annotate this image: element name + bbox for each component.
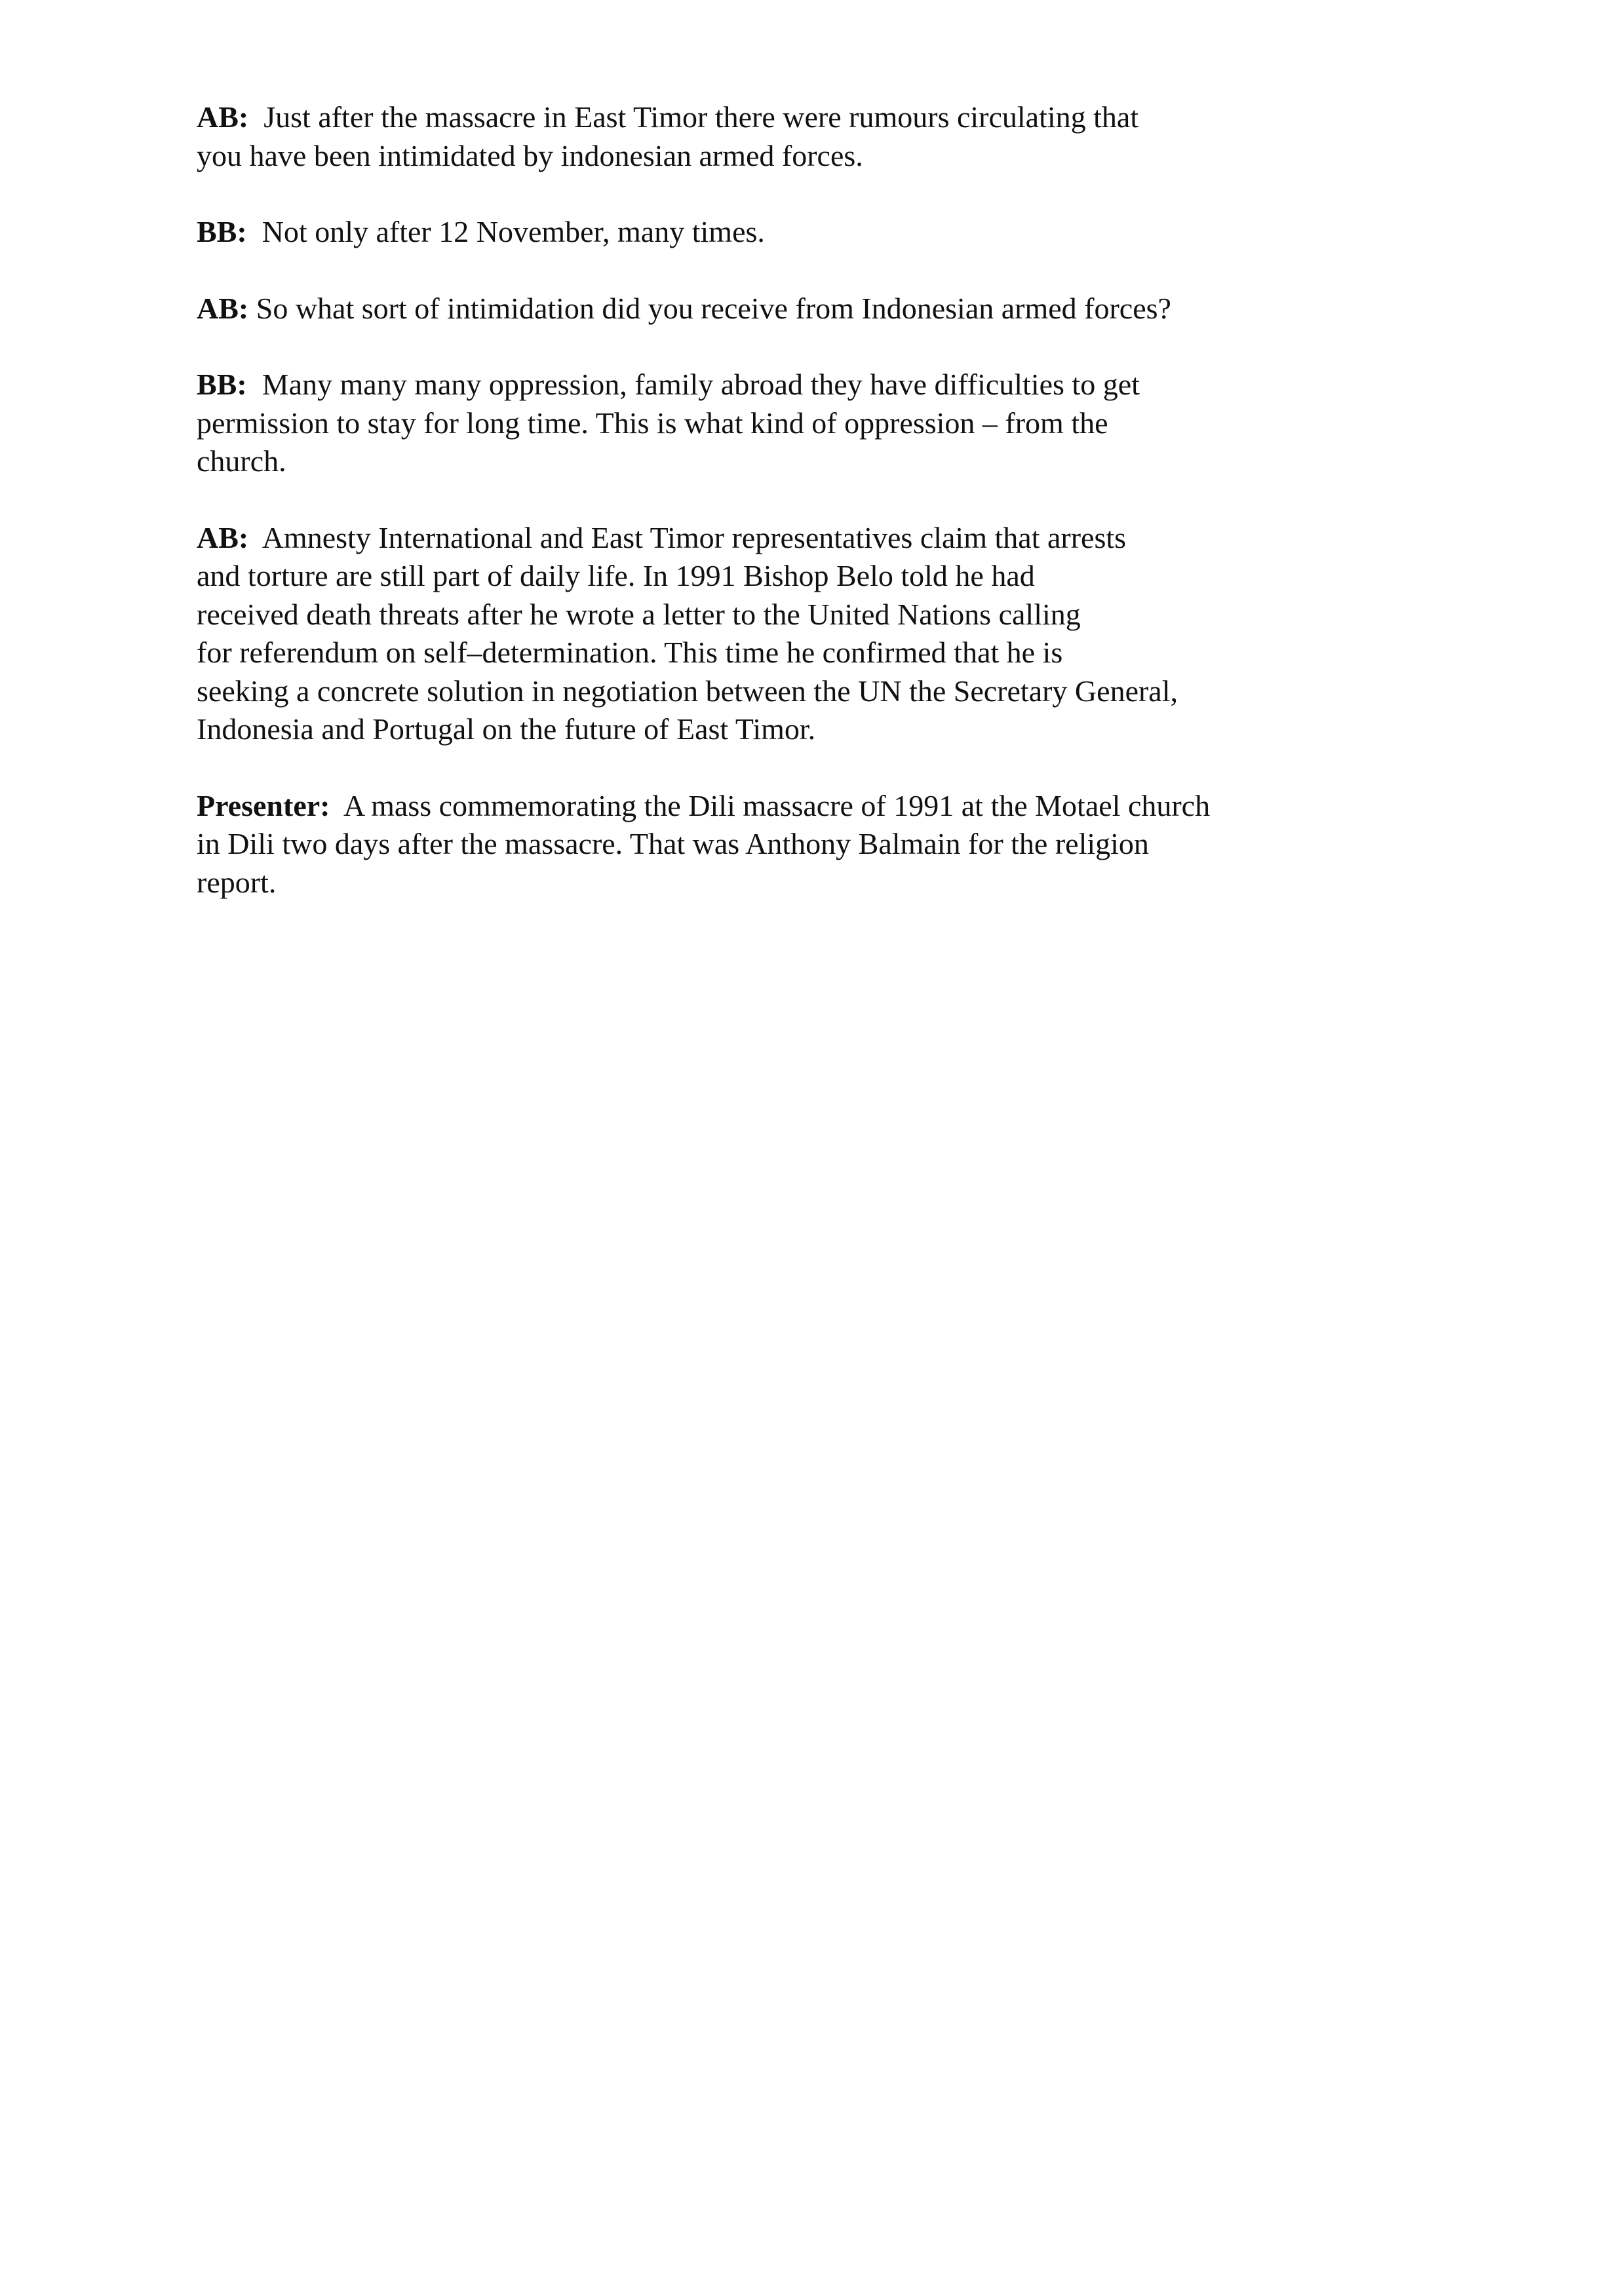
speaker-label: AB: <box>197 520 249 554</box>
speech-text: Not only after 12 November, many times. <box>262 215 765 248</box>
transcript-paragraph-5 <box>197 519 1442 749</box>
speech-text: Amnesty International and East Timor representatives claim that arrests and torture are still part of daily life. In 1991 Bishop Belo told he had received death threats after he wrote a letter to the United Nations calling for referendum on self–determination. This time he confirmed that he is seeking a concrete solution in negotiation between the UN the Secretary General, Indonesia and Portugal on the future of East Timor. <box>197 520 1178 746</box>
speech-text: Just after the massacre in East Timor there were rumours circulating that you have been intimidated by indonesian armed forces. <box>197 100 1139 172</box>
speaker-label: BB: <box>197 368 247 401</box>
speech-text: So what sort of intimidation did you receive from Indonesian armed forces? <box>256 291 1171 325</box>
speaker-label: BB: <box>197 215 247 248</box>
transcript-paragraph-1 <box>197 98 1442 175</box>
transcript <box>197 98 1442 902</box>
speaker-label: AB: <box>197 100 249 134</box>
transcript-paragraph-6 <box>197 787 1442 902</box>
speaker-label: Presenter: <box>197 788 330 822</box>
transcript-paragraph-4 <box>197 366 1442 481</box>
speaker-label: AB: <box>197 291 249 325</box>
speech-text: Many many many oppression, family abroad they have difficulties to get permission to stay for long time. This is what kind of oppression – from the church. <box>197 368 1140 478</box>
speech-text: A mass commemorating the Dili massacre of 1991 at the Motael church in Dili two days after the massacre. That was Anthony Balmain for the religion report. <box>197 788 1211 899</box>
transcript-paragraph-3 <box>197 290 1442 328</box>
transcript-paragraph-2 <box>197 213 1442 252</box>
